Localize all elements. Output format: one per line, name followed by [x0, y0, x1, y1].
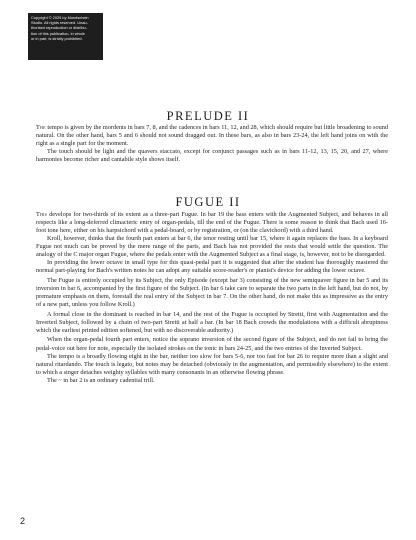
prelude-paragraph-2: The touch should be light and the quavers staccato, except for conjunct passages such as in bars 11-12, 13, 15, 20, and 27, where harmonies become richer and cantabile style shows itself. — [36, 148, 388, 164]
copyright-notice: Copyright © 2025 by Mondschein Studio. All rights reserved. Unau- thorised reproduction or distribu- tion of this publication, in whole or in part, is strictly prohibited. — [28, 13, 103, 60]
paragraph-lead-word: The — [36, 124, 46, 131]
fugue-paragraph-1 — [36, 211, 388, 235]
fugue-paragraph-7: The tempo is a broadly flowing eight in the bar, neither too slow for bars 5-6, nor too fast for bar 26 to require more than a slight and natural ritardando. The touch is legato, but notes may be detached (obviously in the augmentation, and permissibly elsewhere) to the extent to which a singer detaches weighty syllables with many consonants in an otherwise flowing phrase. — [36, 352, 388, 376]
fugue-heading: FUGUE II — [175, 195, 241, 209]
fugue-paragraph-3: In providing the lower octave in small type for this quasi-pedal part it is suggested that after the student has thoroughly mastered the normal part-playing for Bach's written notes he can adopt any suitable score-reader's or pianist's device for adding the lower octave. — [36, 259, 388, 275]
fugue-paragraph-2: Kroll, however, thinks that the fourth part enters at bar 6, the tenor resting until bar 15, where it again replaces the bass. In a keyboard Fugue not much can be proved by the mere range of the parts, and Bach has not provided the rests that would settle the question. The analogy of the C major organ Fugue, where the pedals enter with the Augmented Subject as a final stage, is, however, not to be disregarded. — [36, 235, 388, 259]
paragraph-text: develops for two-thirds of its extent as a three-part Fugue. In bar 19 the bass enters with the Augmented Subject, and behaves in all respects like a long-deferred climacteric entry of organ-pedals, till the end of the Fugue. There is some reason to think that Bach used 16-foot tone here, either on his harpsichord with a pedal-board, or by registration, or (on the clavichord) with a third hand. — [36, 211, 388, 235]
fugue-body — [36, 211, 388, 385]
fugue-paragraph-5: A formal close in the dominant is reached in bar 14, and the rest of the Fugue is occupied by Stretti, first with Augmentation and the Inverted Subject, followed by a chain of two-part Stretti at half a bar. (In bar 18 Bach crowds the modulations with a difficult abruptness which the earliest printed edition softened, but with no discoverable authority.) — [36, 310, 388, 334]
prelude-paragraph-1 — [36, 124, 388, 148]
prelude-body — [36, 124, 388, 164]
page-number: 2 — [20, 516, 26, 526]
fugue-paragraph-4: The Fugue is entirely occupied by its Subject, the only Episode (except bar 3) consisting of the new semiquaver figure in bar 5 and its inversion in bar 6, accompanied by the first figure of the Subject. (In bar 6 take care to separate the two parts in the left hand, but do not, by premature emphasis on them, forestall the real entry of the Subject in bar 7. On the other hand, do not make this as impressive as the entry of a new part, unless you follow Kroll.) — [36, 276, 388, 309]
fugue-paragraph-6: When the organ-pedal fourth part enters, notice the soprano inversion of the second figure of the Subject, and do not fail to bring the pedal-voice out here for note, especially the isolated strokes on the tonic in bars 24-25, and the two entries of the Inverted Subject. — [36, 336, 388, 352]
paragraph-lead-word: This — [36, 211, 48, 218]
fugue-paragraph-8: The ~ in bar 2 is an ordinary cadential trill. — [47, 376, 155, 384]
prelude-heading: PRELUDE II — [166, 109, 250, 123]
paragraph-text: tempo is given by the mordents in bars 7, 8, and the cadences in bars 11, 12, and 28, which should require but little broadening to sound natural. On the other hand, bars 5 and 6 should not sound dragged out. In these bars, as also in bars 23-24, the left hand joins on with the right as a single part for the moment. — [36, 124, 388, 148]
